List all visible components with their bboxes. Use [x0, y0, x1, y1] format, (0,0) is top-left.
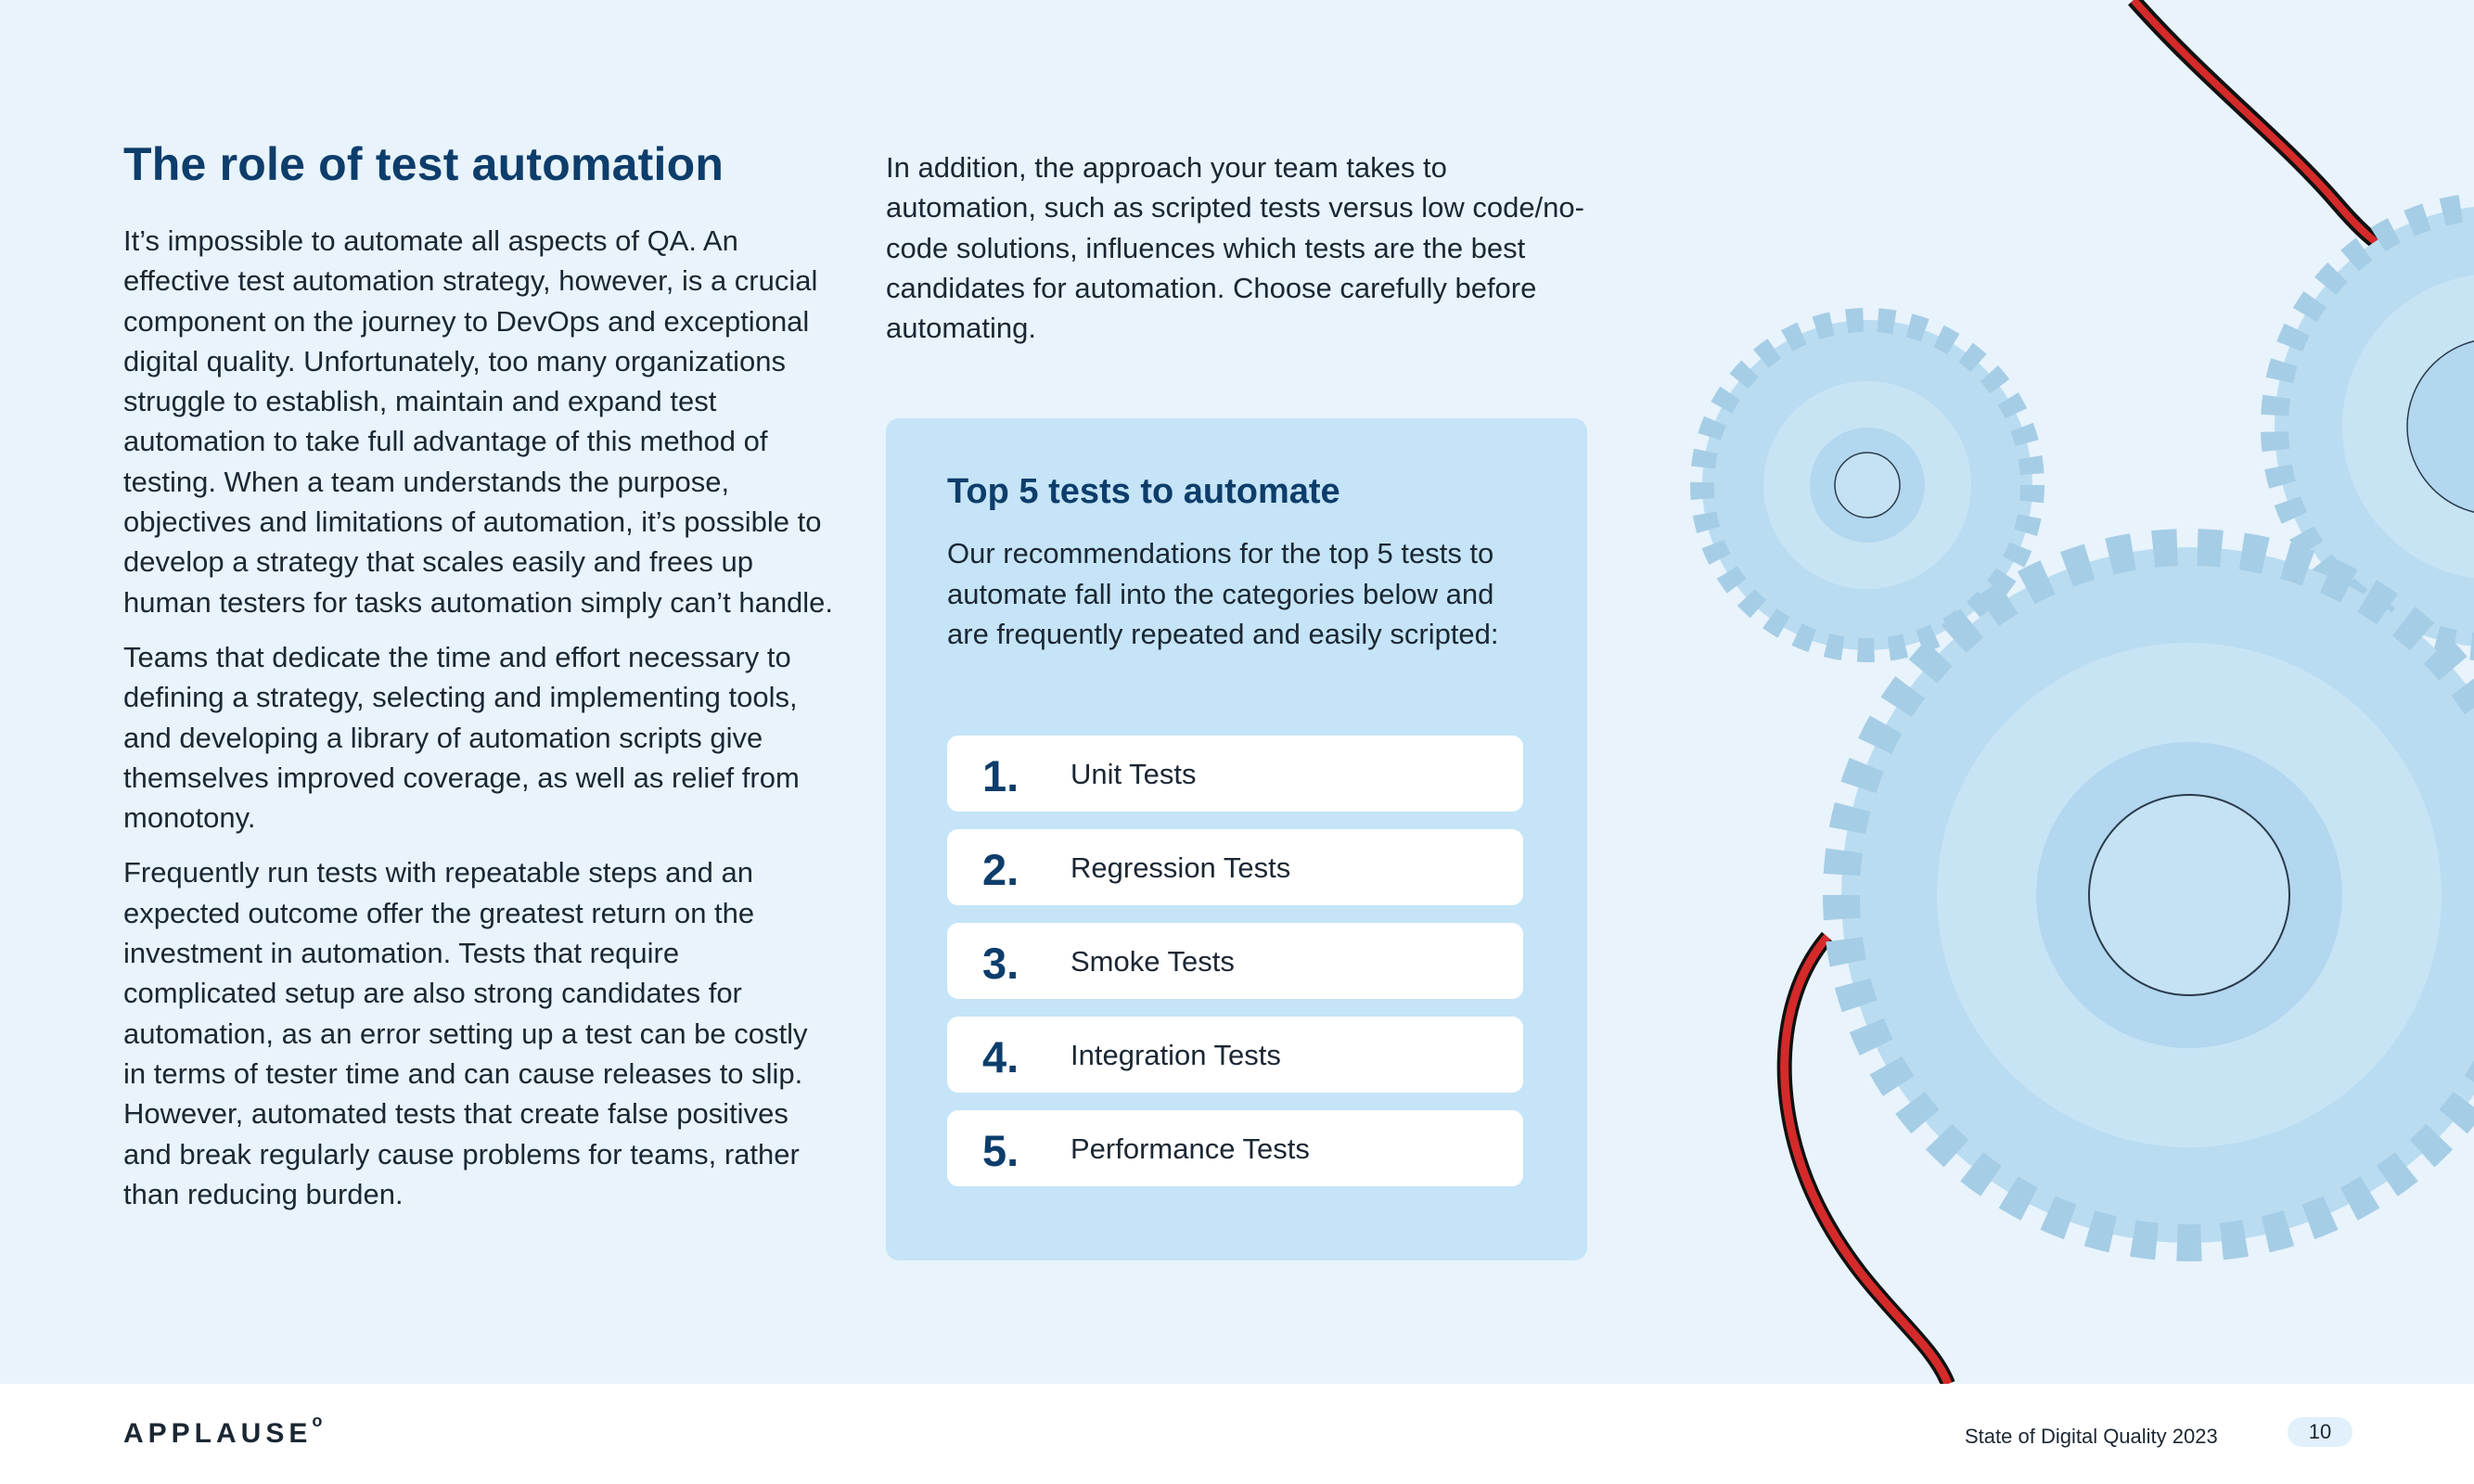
item-number: 1.	[982, 751, 1019, 800]
logo-mark-icon: o	[312, 1412, 323, 1430]
item-number: 3.	[982, 939, 1019, 988]
page-title: The role of test automation	[123, 138, 724, 190]
body-paragraph-3: Frequently run tests with repeatable steps and an expected outcome offer the greatest return on the investment in automation. Tests that require complicated setup are also strong candidates for automation, as an error setting up a test can be costly in terms of tester time and can cause releases to slip. However, automated tests that create false positives and break regularly cause problems for teams, rather than reducing burden.	[123, 856, 808, 1210]
body-paragraph-4: In addition, the approach your team takes to automation, such as scripted tests versus low code/no-code solutions, influences which tests are the best candidates for automation. Choose carefully before automating.	[886, 151, 1584, 345]
item-label: Unit Tests	[1070, 758, 1197, 790]
body-paragraph-2: Teams that dedicate the time and effort necessary to defining a strategy, selecting and implementing tools, and developing a library of automation scripts give themselves improved coverage, as well as relief from monotony.	[123, 640, 800, 835]
logo-text: APPLAUSE	[123, 1418, 313, 1449]
item-label: Smoke Tests	[1070, 945, 1235, 978]
list-item	[947, 829, 1523, 905]
callout-title: Top 5 tests to automate	[947, 472, 1340, 511]
middle-column	[886, 147, 1591, 348]
list-item	[947, 736, 1523, 812]
left-column	[123, 137, 838, 1229]
item-number: 2.	[982, 845, 1019, 894]
item-number: 5.	[982, 1126, 1019, 1175]
applause-logo	[123, 1412, 323, 1450]
item-number: 4.	[982, 1032, 1019, 1081]
top-tests-callout	[886, 418, 1587, 1260]
gears-illustration	[1633, 0, 2474, 1384]
item-label: Performance Tests	[1070, 1132, 1310, 1165]
list-item	[947, 923, 1523, 999]
page-number-badge: 10	[2288, 1417, 2352, 1447]
item-label: Integration Tests	[1070, 1039, 1281, 1071]
list-item	[947, 1017, 1523, 1093]
item-label: Regression Tests	[1070, 851, 1291, 884]
list-item	[947, 1110, 1523, 1186]
callout-intro: Our recommendations for the top 5 tests to automate fall into the categories below and are frequently repeated and easily scripted:	[947, 537, 1499, 650]
report-title: State of Digital Quality 2023	[1965, 1425, 2218, 1448]
body-paragraph-1: It’s impossible to automate all aspects of QA. An effective test automation strategy, however, is a crucial component on the journey to DevOps and exceptional digital quality. Unfortunately, too many organizations struggle to establish, maintain and expand test automation to take full advantage of this method of testing. When a team understands the purpose, objectives and limitations of automation, it’s possible to develop a strategy that scales easily and frees up human testers for tasks automation simply can’t handle.	[123, 224, 834, 619]
footer	[0, 1384, 2474, 1484]
large-gear	[1841, 547, 2474, 1243]
